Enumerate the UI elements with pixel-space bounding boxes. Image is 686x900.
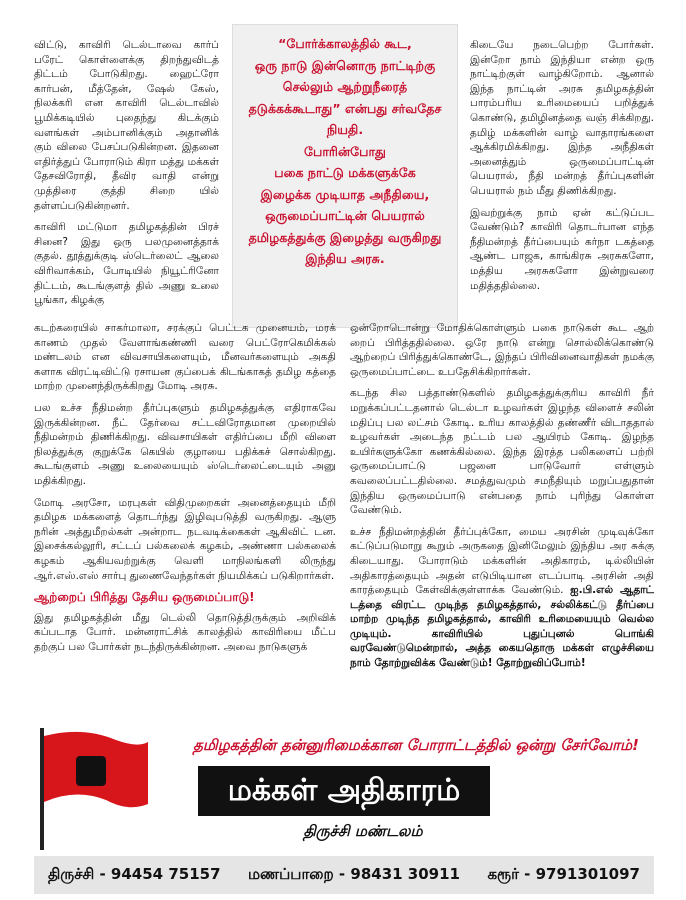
pull-quote-line: பகை நாட்டு மக்களுக்கே [274,165,416,180]
pull-quote-line: ஒருமைப்பாட்டின் பெயரால் [265,208,425,223]
flag-pole [40,728,44,850]
region-name: திருச்சி மண்டலம் [303,822,423,840]
bold-closing: ஐ.பி.எல் ஆதாட் டத்தை விரட்ட முடிந்த தமிழகத்தால், சல்லிக்கட்டு தீர்ப்பை மாற்ற முடிந்த தமிழகத்தால், காவிரி உரிமையையும் வெல்ல முடியும். காவிரியில் புதுப்புனல் பொங்கி வரவேண்டுமென்றால், அத்த கையதொரு மக்கள் எழுச்சியை நாம் தோற்றுவிக்க வேண்டும்! தோற்றுவிப்போம்! [350,584,655,670]
pull-quote-line: தடுக்கக்கூடாது” என்பது சர்வதேச நியதி. [248,100,442,137]
pull-quote-line: தமிழகத்துக்கு இழைத்து வருகிறது [248,229,442,245]
bottom-left-closing: இது தமிழகத்தின் மீது டெல்லி தொடுத்திருக்கும் அறிவிக் கப்படாத போர். மன்னராட்சிக் காலத்தில் காவிரியை மீட்ப தற்குப் பல போர்கள் நடந்திருக்கின்றன. அவை நாடுகளுக் [34,611,336,653]
contact-karur: கரூர் - 9791301097 [487,865,640,883]
right-paragraph-1: கிடையே நடைபெற்ற போர்கள். இன்றோ நாம் இந்தியா என்ற ஒரு நாட்டிற்குள் வாழ்கிறோம். ஆனால் இந்த நாட்டின் அரசு தமிழகத்தின் பாரம்பரிய உரிமையைப் பறித்துக் கொண்டு, தமிழினத்தை வஞ் சிக்கிறது. தமிழ் மக்களின் வாழ் வாதாரங்களை ஆக்கிரமிக்கிறது. இந்த அநீதிகள் அனைத்தும் ஒருமைப்பாட்டின் பெயரால், நீதி மன்றத் தீர்ப்புகளின் பெயரால் நம் மீது திணிக்கிறது. [470,39,654,197]
bottom-right-paragraph-1: ஒன்றோடொன்று மோதிக்கொள்ளும் பகை நாடுகள் கூட ஆற் றைப் பிரித்ததில்லை. ஒரே நாடு என்று சொல்லிக்கொண்டு ஆற்றைப் பிரித்துக்கொண்டே, இந்தப் பிரிவினைவாதிகள் நமக்கு ஒருமைப்பாட்டை உபதேசிக்கிறார்கள். [350,322,654,378]
bottom-left-paragraph-3: மோடி அரசோ, மரபுகள் விதிமுறைகள் அனைத்தையும் மீறி தமிழக மக்களைத் தொடர்ந்து இழிவுபடுத்தி வருகிறது. ஆளு நரின் அத்துமீறல்கள் அன்றாட நடவடிக்கைகள் ஆகிவிட் டன. இசைக்கல்லூரி, சட்டப் பல்கலைக் கழகம், அண்ணா பல்கலைக் கழகம் ஆகியவற்றுக்கு வெளி மாநிலங்களி லிருந்து ஆர்.எஸ்.எஸ் சார்பு துணைவேந்தர்கள் நியமிக்கப் படுகிறார்கள். [34,496,336,582]
organization-name: மக்கள் அதிகாரம் [198,766,490,816]
slogan: தமிழகத்தின் தன்னுரிமைக்கான போராட்டத்தில் ஒன்று சேர்வோம்! [193,736,639,754]
bottom-left-column [34,321,336,661]
contact-bar [34,856,654,894]
pull-quote-line: செல்லும் ஆற்றுநீரைத் [282,79,408,94]
pull-quote-line: “போர்க்காலத்தில் கூட, [278,36,412,51]
pull-quote-line: இழைக்க முடியாத அநீதியை, [260,186,430,202]
bottom-left-paragraph-1: கடற்கரையில் சாகர்மாலா, சரக்குப் பெட்டக முனையம், மரக் காணம் முதல் வேளாங்கண்ணி வரை பெட்ரோகெமிக்கல் மண்டலம் என விவசாயிகளையும், மீனவர்களையும் அகதி களாக விரட்டிவிட்டு ரசாயன குப்பைக் கிடங்காகத் தமிழ கத்தை மாற்ற முனைந்திருக்கிறது மோடி அரசு. [34,322,336,393]
bottom-right-paragraph-3 [350,525,654,671]
fist-emblem-icon [76,756,106,786]
contact-trichy: திருச்சி - 94454 75157 [48,865,221,883]
pull-quote-line: போரின்போது [304,143,386,159]
left-paragraph-2: காவிரி மட்டுமா தமிழகத்தின் பிரச் சினை? இது ஒரு பலமுனைத்தாக் குதல். தூத்துக்குடி ஸ்டெர்லைட் ஆலை விரிவாக்கம், போடியில் நியூட்ரினோ திட்டம், கூடங்குளத் தில் அணு உலை பூங்கா, கிழக்கு [34,221,219,307]
pull-quote-line: இந்திய அரசு. [305,251,385,266]
left-column [34,38,219,315]
section-subheading: ஆற்றைப் பிரித்து தேசிய ஒருமைப்பாடு! [34,590,255,605]
contact-manapparai: மணப்பாறை - 98431 30911 [247,865,460,883]
bottom-right-column [350,321,654,671]
left-paragraph-1: விட்டு, காவிரி டெல்டாவை கார்ப் பரேட் கொள்ளைக்கு திறந்துவிடத் திட்டம் போடுகிறது. ஹைட்ரோ கார்பன், மீத்தேன், ஷேல் கேஸ், நிலக்கரி என காவிரி டெல்டாவில் பூமிக்கடியில் புதைந்து கிடக்கும் வளங்கள் அம்பானிக்கும் அதானிக் கும் விலை பேசப்படுகின்றன. இதனை எதிர்த்துப் போராடும் கிரா மத்து மக்கள் தேசவிரோதி, தீவிர வாதி என்று முத்திரை குத்தி சிறை யில் தள்ளப்படுகின்றனர். [34,39,219,212]
pull-quote [232,24,458,328]
right-column [470,38,654,300]
banner [0,718,686,858]
right-paragraph-2: இவற்றுக்கு நாம் ஏன் கட்டுப்பட வேண்டும்? காவிரி தொடர்பான எந்த நீதிமன்றத் தீர்ப்பையும் கர்நா டகத்தை ஆண்ட பாஜக, காங்கிரசு அரசுகளோ, மத்திய அரசுகளோ இன்றுவரை மதித்ததில்லை. [470,206,654,292]
bottom-right-paragraph-2: கடந்த சில பத்தாண்டுகளில் தமிழகத்துக்குரிய காவிரி நீர் மறுக்கப்பட்டதனால் டெல்டா உழவர்கள் இழந்த விளைச் சலின் மதிப்பு பல லட்சம் கோடி. உரிய காலத்தில் தண்ணீர் விடாததால் உழவர்கள் அடைந்த நட்டம் பல ஆயிரம் கோடி. இழந்த உயிர்களுக்கோ கணக்கில்லை. இந்த இரத்த பலிகளைப் பற்றி ஒருமைப்பாட்டு பஜனை பாடுவோர் எள்ளும் கவலைப்பட்டதில்லை. சமத்துவமும் சமநீதியும் மறுப்பதுதான் இந்திய ஒருமைப்பாடு என்பதை நாம் புரிந்து கொள்ள வேண்டும். [350,387,654,517]
bottom-left-paragraph-2: பல உச்ச நீதிமன்ற தீர்ப்புகளும் தமிழகத்துக்கு எதிராகவே இருக்கின்றன. நீட் தேர்வை சட்டவிரோதமான முறையில் நீதிமன்றம் திணிக்கிறது. விவசாயிகள் எதிர்ப்பை மீறி விளை நிலத்துக்கு குறுக்கே கெயில் குழாயை பதிக்கச் சொல்கிறது. கூடங்குளம் அணு உலையையும் ஸ்டெர்லைட்டையும் அனு மதிக்கிறது. [34,401,336,487]
red-flag-icon [28,726,153,851]
bottom-right-paragraph-3-text: உச்ச நீதிமன்றத்தின் தீர்ப்புக்கோ, மைய அரசின் முடிவுக்கோ கட்டுப்படுமாறு கூறும் அருகதை இனிமேலும் இந்திய அர சுக்கு கிடையாது. போராடும் மக்களின் அதிகாரம், டில்லியின் அதிகாரத்தையும் அதன் எடுபிடியான எடப்பாடி அரசின் அதி காரத்தையும் கேள்விக்குள்ளாக்க வேண்டும். [350,525,654,597]
pull-quote-line: ஒரு நாடு இன்னொரு நாட்டிற்கு [254,57,436,73]
